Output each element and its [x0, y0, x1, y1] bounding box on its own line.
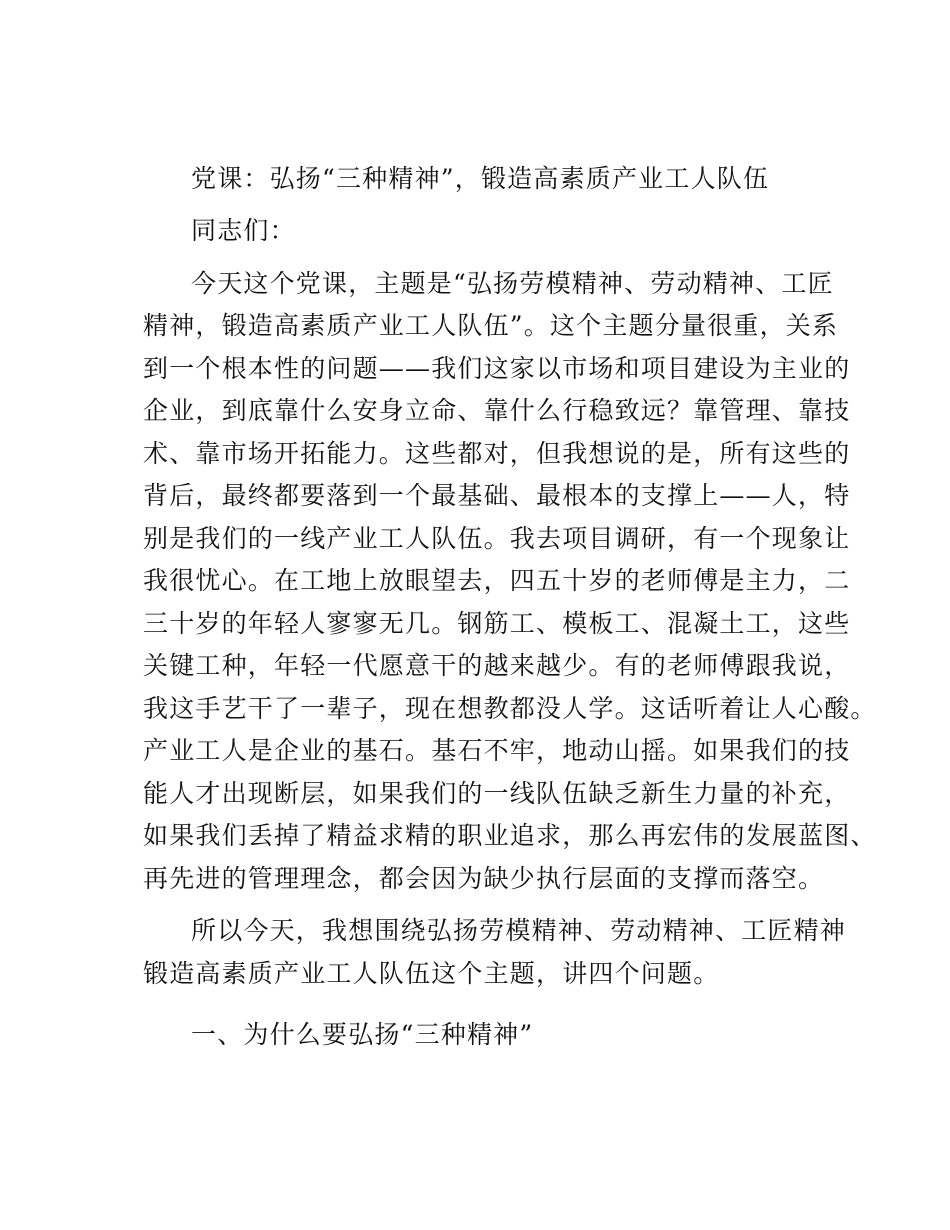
paragraph-2-line-1: 所以今天，我想围绕弘扬劳模精神、劳动精神、工匠精神	[191, 916, 847, 945]
paragraph-1-line-14: 如果我们丢掉了精益求精的职业追求，那么再宏伟的发展蓝图、	[143, 821, 877, 850]
paragraph-1-line-13: 能人才出现断层，如果我们的一线队伍缺乏新生力量的补充，	[143, 779, 851, 808]
paragraph-1-line-11: 我这手艺干了一辈子，现在想教都没人学。这话听着让人心酸。	[143, 694, 877, 723]
paragraph-1-line-7: 别是我们的一线产业工人队伍。我去项目调研，有一个现象让	[143, 524, 851, 553]
paragraph-1-line-5: 术、靠市场开拓能力。这些都对，但我想说的是，所有这些的	[143, 439, 851, 468]
document-title: 党课：弘扬“三种精神”，锻造高素质产业工人队伍	[191, 164, 770, 193]
paragraph-1-line-4: 企业，到底靠什么安身立命、靠什么行稳致远？靠管理、靠技	[143, 396, 851, 425]
paragraph-1-line-15: 再先进的管理理念，都会因为缺少执行层面的支撑而落空。	[143, 864, 825, 893]
paragraph-1-line-12: 产业工人是企业的基石。基石不牢，地动山摇。如果我们的技	[143, 736, 851, 765]
paragraph-1-line-8: 我很忧心。在工地上放眼望去，四五十岁的老师傅是主力，二	[143, 566, 851, 595]
paragraph-1-line-1: 今天这个党课，主题是“弘扬劳模精神、劳动精神、工匠	[191, 269, 834, 298]
paragraph-1-line-2: 精神，锻造高素质产业工人队伍”。这个主题分量很重，关系	[143, 311, 839, 340]
paragraph-1-line-3: 到一个根本性的问题——我们这家以市场和项目建设为主业的	[143, 354, 851, 383]
section-1-heading: 一、为什么要弘扬“三种精神”	[191, 1020, 534, 1049]
paragraph-1-line-6: 背后，最终都要落到一个最基础、最根本的支撑上——人，特	[143, 481, 851, 510]
paragraph-2-line-2: 锻造高素质产业工人队伍这个主题，讲四个问题。	[143, 959, 720, 988]
paragraph-1-line-9: 三十岁的年轻人寥寥无几。钢筋工、模板工、混凝土工，这些	[143, 609, 851, 638]
salutation: 同志们：	[191, 216, 296, 245]
paragraph-1-line-10: 关键工种，年轻一代愿意干的越来越少。有的老师傅跟我说，	[143, 651, 851, 680]
